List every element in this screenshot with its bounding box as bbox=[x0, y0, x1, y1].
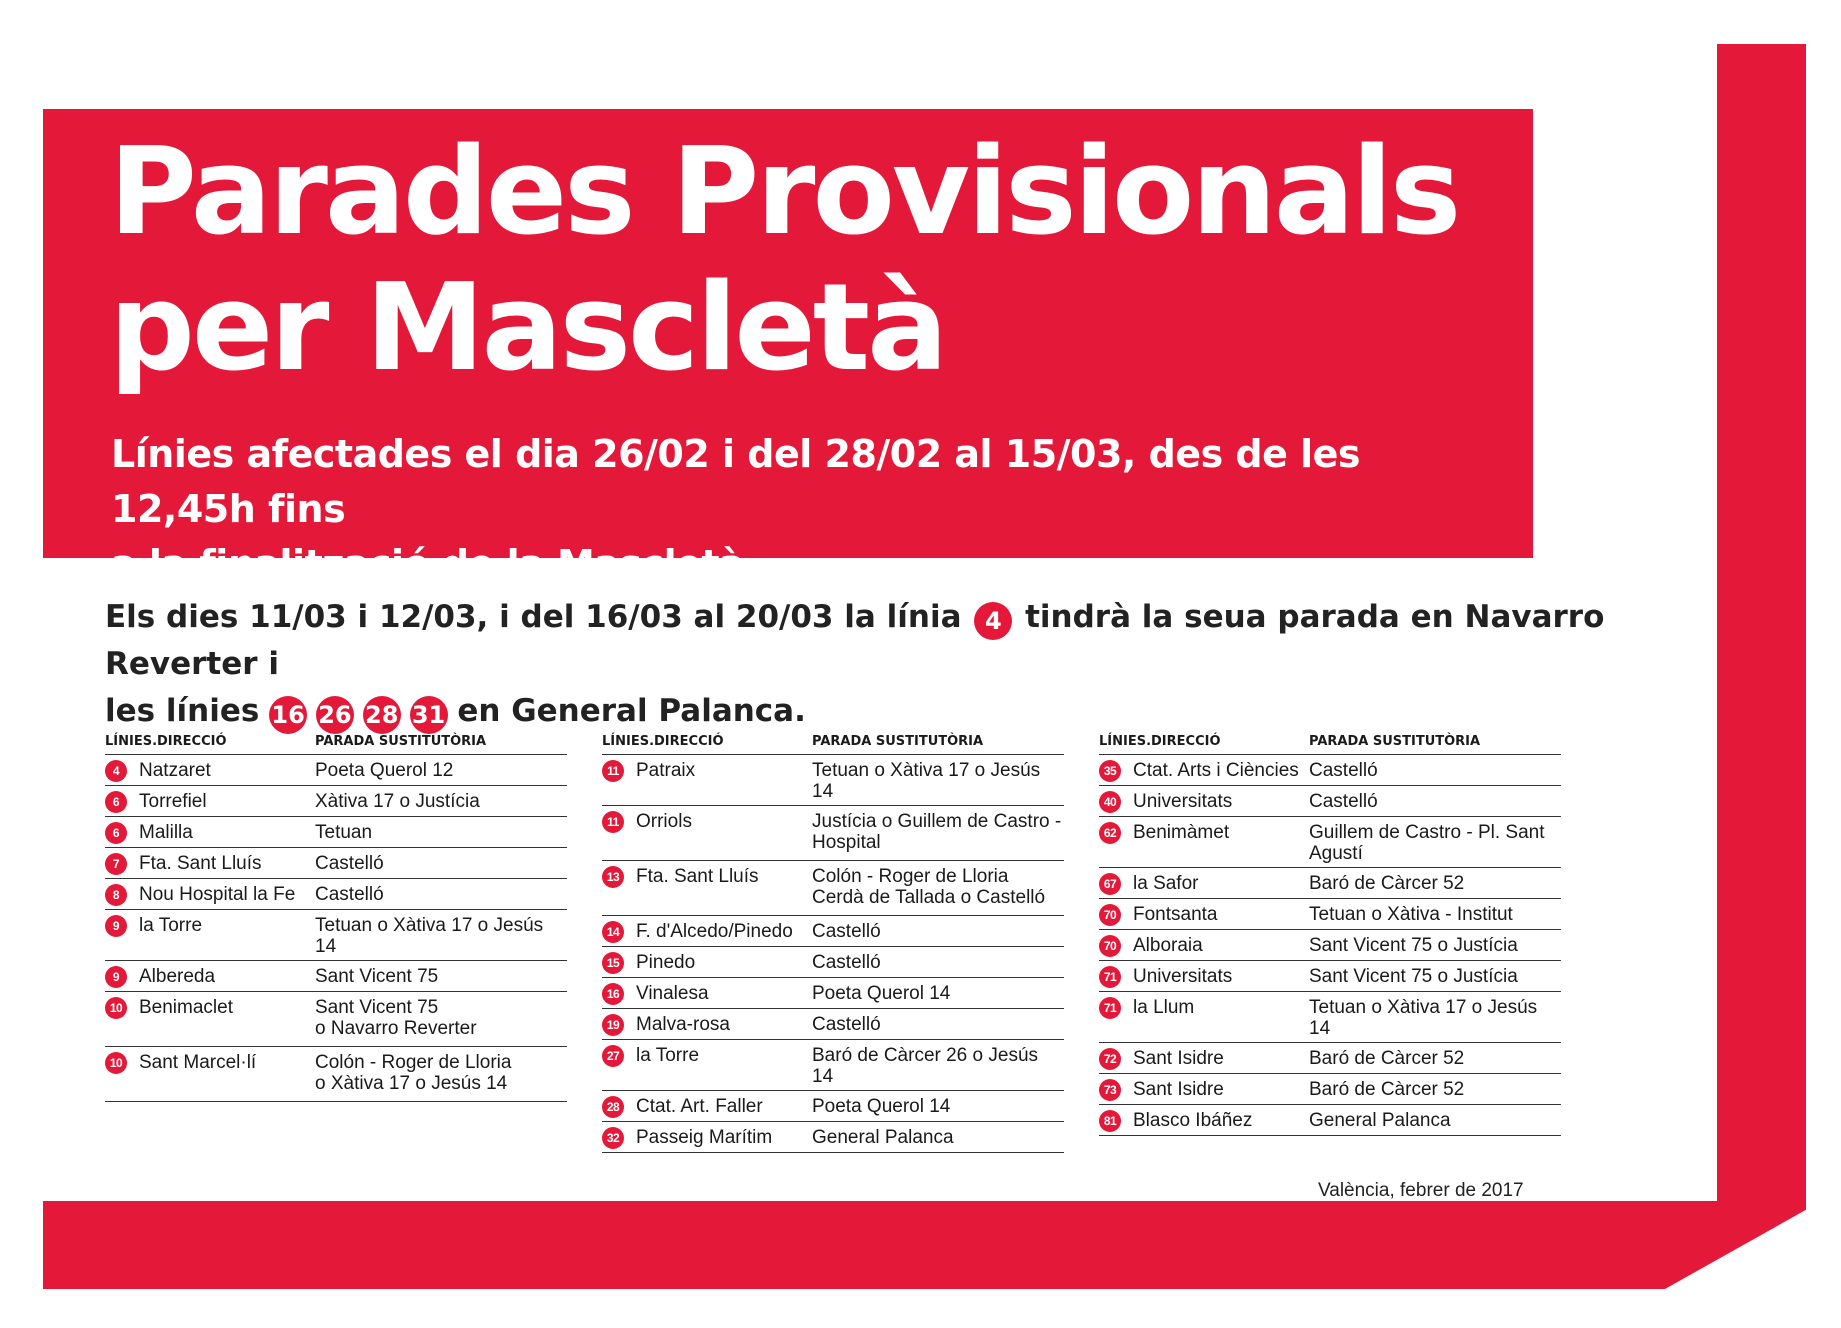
table-row bbox=[1099, 1043, 1561, 1074]
line-cell bbox=[602, 756, 812, 805]
line-badge: 11 bbox=[602, 811, 624, 833]
line-cell bbox=[105, 1048, 315, 1101]
stop-label: Baró de Càrcer 52 bbox=[1309, 873, 1465, 894]
table-row bbox=[1099, 961, 1561, 992]
direction-label: Ctat. Art. Faller bbox=[636, 1096, 763, 1117]
table-row bbox=[1099, 930, 1561, 961]
line-cell bbox=[602, 807, 812, 860]
table-row bbox=[1099, 1105, 1561, 1136]
line-badge: 4 bbox=[974, 602, 1012, 640]
line-cell bbox=[1099, 1106, 1309, 1135]
table-row bbox=[1099, 817, 1561, 868]
line-badge: 7 bbox=[105, 853, 127, 875]
table-row bbox=[105, 910, 567, 961]
direction-label: Malilla bbox=[139, 822, 193, 843]
table-header bbox=[602, 730, 1064, 755]
line-cell bbox=[602, 1123, 812, 1152]
direction-label: Fontsanta bbox=[1133, 904, 1218, 925]
table-row bbox=[602, 861, 1064, 916]
table-row bbox=[602, 947, 1064, 978]
line-badge: 70 bbox=[1099, 904, 1121, 926]
line-badge: 10 bbox=[105, 1052, 127, 1074]
direction-label: Natzaret bbox=[139, 760, 211, 781]
stop-label: Castelló bbox=[812, 1014, 881, 1035]
direction-label: la Safor bbox=[1133, 873, 1199, 894]
table-row bbox=[1099, 1074, 1561, 1105]
direction-label: Pinedo bbox=[636, 952, 696, 973]
direction-label: Orriols bbox=[636, 811, 692, 832]
line-cell bbox=[1099, 787, 1309, 816]
intro-text-1: Els dies 11/03 i 12/03, i del 16/03 al 20/03 la línia bbox=[105, 599, 962, 635]
line-cell bbox=[105, 880, 315, 909]
decorative-red-frame-right bbox=[1717, 44, 1806, 1201]
table-row bbox=[1099, 786, 1561, 817]
direction-label: Patraix bbox=[636, 760, 696, 781]
direction-label: Malva-rosa bbox=[636, 1014, 730, 1035]
stop-label: Baró de Càrcer 26 o Jesús 14 bbox=[812, 1045, 1039, 1087]
direction-label: Benimàmet bbox=[1133, 822, 1230, 843]
line-badge: 32 bbox=[602, 1127, 624, 1149]
line-badge: 40 bbox=[1099, 791, 1121, 813]
line-cell bbox=[105, 849, 315, 878]
page-title bbox=[109, 125, 1509, 397]
stop-label: Tetuan o Xàtiva 17 o Jesús 14 bbox=[315, 915, 544, 957]
line-cell bbox=[1099, 1075, 1309, 1104]
table-row bbox=[1099, 755, 1561, 786]
line-badge: 27 bbox=[602, 1045, 624, 1067]
line-cell bbox=[105, 787, 315, 816]
table-row bbox=[1099, 899, 1561, 930]
line-badge: 28 bbox=[602, 1096, 624, 1118]
line-cell bbox=[1099, 900, 1309, 929]
line-badge: 28 bbox=[363, 696, 401, 734]
line-badge: 6 bbox=[105, 791, 127, 813]
line-cell bbox=[105, 962, 315, 991]
line-cell bbox=[1099, 962, 1309, 991]
line-cell bbox=[602, 1092, 812, 1121]
stops-table-column-3 bbox=[1099, 730, 1561, 1136]
line-cell bbox=[602, 1010, 812, 1039]
table-row bbox=[105, 817, 567, 848]
stop-label: Xàtiva 17 o Justícia bbox=[315, 791, 480, 812]
table-row bbox=[1099, 992, 1561, 1043]
table-header bbox=[105, 730, 567, 755]
stop-label: Castelló bbox=[315, 884, 384, 905]
footer-date: València, febrer de 2017 bbox=[1318, 1180, 1524, 1201]
line-cell bbox=[1099, 756, 1309, 785]
table-row bbox=[602, 806, 1064, 861]
table-row bbox=[602, 1009, 1064, 1040]
table-row bbox=[602, 1122, 1064, 1153]
stop-label: Baró de Càrcer 52 bbox=[1309, 1048, 1465, 1069]
direction-label: la Llum bbox=[1133, 997, 1195, 1018]
line-cell bbox=[602, 917, 812, 946]
stop-label: General Palanca bbox=[812, 1127, 954, 1148]
table-row bbox=[602, 1091, 1064, 1122]
stop-label: Justícia o Guillem de Castro - Hospital bbox=[812, 811, 1062, 853]
line-cell bbox=[105, 993, 315, 1046]
direction-label: F. d'Alcedo/Pinedo bbox=[636, 921, 793, 942]
direction-label: Vinalesa bbox=[636, 983, 709, 1004]
table-row bbox=[105, 1047, 567, 1102]
line-badge: 9 bbox=[105, 915, 127, 937]
direction-label: Nou Hospital la Fe bbox=[139, 884, 296, 905]
table-row bbox=[105, 992, 567, 1047]
stop-label: Tetuan o Xàtiva 17 o Jesús 14 bbox=[812, 760, 1041, 802]
header-direction: LÍNIES.DIRECCIÓ bbox=[105, 734, 227, 749]
line-badge: 72 bbox=[1099, 1048, 1121, 1070]
stop-label: Sant Vicent 75 o Navarro Reverter bbox=[315, 997, 477, 1039]
line-badge: 71 bbox=[1099, 997, 1121, 1019]
stop-label: Castelló bbox=[315, 853, 384, 874]
title-line-1: Parades Provisionals bbox=[109, 123, 1459, 262]
stop-label: Tetuan bbox=[315, 822, 373, 843]
direction-label: Fta. Sant Lluís bbox=[636, 866, 759, 887]
line-cell bbox=[602, 1041, 812, 1090]
table-row bbox=[602, 1040, 1064, 1091]
stop-label: Colón - Roger de Lloria o Xàtiva 17 o Jesús 14 bbox=[315, 1052, 512, 1094]
table-row bbox=[105, 755, 567, 786]
direction-label: Blasco Ibáñez bbox=[1133, 1110, 1253, 1131]
header-direction: LÍNIES.DIRECCIÓ bbox=[602, 734, 724, 749]
stop-label: Sant Vicent 75 o Justícia bbox=[1309, 935, 1518, 956]
stop-label: Baró de Càrcer 52 bbox=[1309, 1079, 1465, 1100]
line-badge: 67 bbox=[1099, 873, 1121, 895]
line-cell bbox=[602, 979, 812, 1008]
line-badge: 19 bbox=[602, 1014, 624, 1036]
direction-label: la Torre bbox=[139, 915, 203, 936]
line-badge: 16 bbox=[269, 696, 307, 734]
intro-text-4: en General Palanca. bbox=[457, 693, 806, 729]
stop-label: Colón - Roger de Lloria Cerdà de Tallada o Castelló bbox=[812, 866, 1046, 908]
direction-label: Fta. Sant Lluís bbox=[139, 853, 262, 874]
line-badge: 13 bbox=[602, 866, 624, 888]
stop-label: Castelló bbox=[812, 921, 881, 942]
line-badge: 11 bbox=[602, 760, 624, 782]
line-badge: 31 bbox=[410, 696, 448, 734]
line-cell bbox=[1099, 931, 1309, 960]
direction-label: Sant Marcel·lí bbox=[139, 1052, 257, 1073]
line-badge: 15 bbox=[602, 952, 624, 974]
header-stop: PARADA SUSTITUTÒRIA bbox=[1309, 734, 1481, 749]
table-header bbox=[1099, 730, 1561, 755]
line-badge: 4 bbox=[105, 760, 127, 782]
direction-label: Albereda bbox=[139, 966, 216, 987]
direction-label: Sant Isidre bbox=[1133, 1048, 1224, 1069]
stop-label: Castelló bbox=[812, 952, 881, 973]
line-cell bbox=[1099, 818, 1309, 867]
line-cell bbox=[1099, 993, 1309, 1042]
direction-label: Universitats bbox=[1133, 791, 1233, 812]
stop-label: Sant Vicent 75 bbox=[315, 966, 439, 987]
intro-notice bbox=[105, 594, 1605, 735]
line-badge: 6 bbox=[105, 822, 127, 844]
line-badge: 70 bbox=[1099, 935, 1121, 957]
subtitle-line-1: Línies afectades el dia 26/02 i del 28/02 al 15/03, des de les 12,45h fins bbox=[111, 432, 1361, 531]
header-direction: LÍNIES.DIRECCIÓ bbox=[1099, 734, 1221, 749]
direction-label: Universitats bbox=[1133, 966, 1233, 987]
table-row bbox=[105, 961, 567, 992]
line-cell bbox=[1099, 1044, 1309, 1073]
line-cell bbox=[105, 911, 315, 960]
stop-label: Poeta Querol 12 bbox=[315, 760, 454, 781]
stop-label: Poeta Querol 14 bbox=[812, 1096, 951, 1117]
line-badge: 62 bbox=[1099, 822, 1121, 844]
direction-label: Passeig Marítim bbox=[636, 1127, 773, 1148]
stops-table-column-1 bbox=[105, 730, 567, 1102]
table-row bbox=[1099, 868, 1561, 899]
table-row bbox=[105, 879, 567, 910]
stop-label: Sant Vicent 75 o Justícia bbox=[1309, 966, 1518, 987]
subtitle-line-2: a la finalització de la Mascletà bbox=[111, 542, 745, 586]
line-badge: 9 bbox=[105, 966, 127, 988]
line-badge: 35 bbox=[1099, 760, 1121, 782]
stop-label: Castelló bbox=[1309, 791, 1378, 812]
title-line-2: per Mascletà bbox=[109, 259, 946, 398]
line-badge: 71 bbox=[1099, 966, 1121, 988]
header-banner bbox=[43, 109, 1533, 586]
line-badge: 81 bbox=[1099, 1110, 1121, 1132]
stop-label: Guillem de Castro - Pl. Sant Agustí bbox=[1309, 822, 1545, 864]
direction-label: Benimaclet bbox=[139, 997, 233, 1018]
header-stop: PARADA SUSTITUTÒRIA bbox=[315, 734, 487, 749]
intro-text-2: tindrà la seua parada en Navarro Reverter i bbox=[105, 599, 1605, 682]
line-badge: 73 bbox=[1099, 1079, 1121, 1101]
line-cell bbox=[1099, 869, 1309, 898]
stop-label: General Palanca bbox=[1309, 1110, 1451, 1131]
table-row bbox=[602, 978, 1064, 1009]
line-cell bbox=[602, 862, 812, 915]
line-cell bbox=[602, 948, 812, 977]
direction-label: Ctat. Arts i Ciències bbox=[1133, 760, 1299, 781]
intro-text-3: les línies bbox=[105, 693, 260, 729]
header-stop: PARADA SUSTITUTÒRIA bbox=[812, 734, 984, 749]
line-cell bbox=[105, 756, 315, 785]
line-badge: 14 bbox=[602, 921, 624, 943]
table-row bbox=[105, 786, 567, 817]
stops-table-column-2 bbox=[602, 730, 1064, 1153]
line-badge: 10 bbox=[105, 997, 127, 1019]
table-row bbox=[105, 848, 567, 879]
stop-label: Castelló bbox=[1309, 760, 1378, 781]
table-row bbox=[602, 755, 1064, 806]
direction-label: Torrefiel bbox=[139, 791, 207, 812]
direction-label: Sant Isidre bbox=[1133, 1079, 1224, 1100]
stop-label: Tetuan o Xàtiva 17 o Jesús 14 bbox=[1309, 997, 1538, 1039]
line-badge: 16 bbox=[602, 983, 624, 1005]
table-row bbox=[602, 916, 1064, 947]
line-cell bbox=[105, 818, 315, 847]
line-badge: 8 bbox=[105, 884, 127, 906]
stop-label: Poeta Querol 14 bbox=[812, 983, 951, 1004]
line-badge: 26 bbox=[316, 696, 354, 734]
stop-label: Tetuan o Xàtiva - Institut bbox=[1309, 904, 1513, 925]
decorative-red-frame-bottom bbox=[43, 1201, 1806, 1289]
direction-label: la Torre bbox=[636, 1045, 700, 1066]
page-subtitle bbox=[111, 427, 1511, 592]
direction-label: Alboraia bbox=[1133, 935, 1203, 956]
